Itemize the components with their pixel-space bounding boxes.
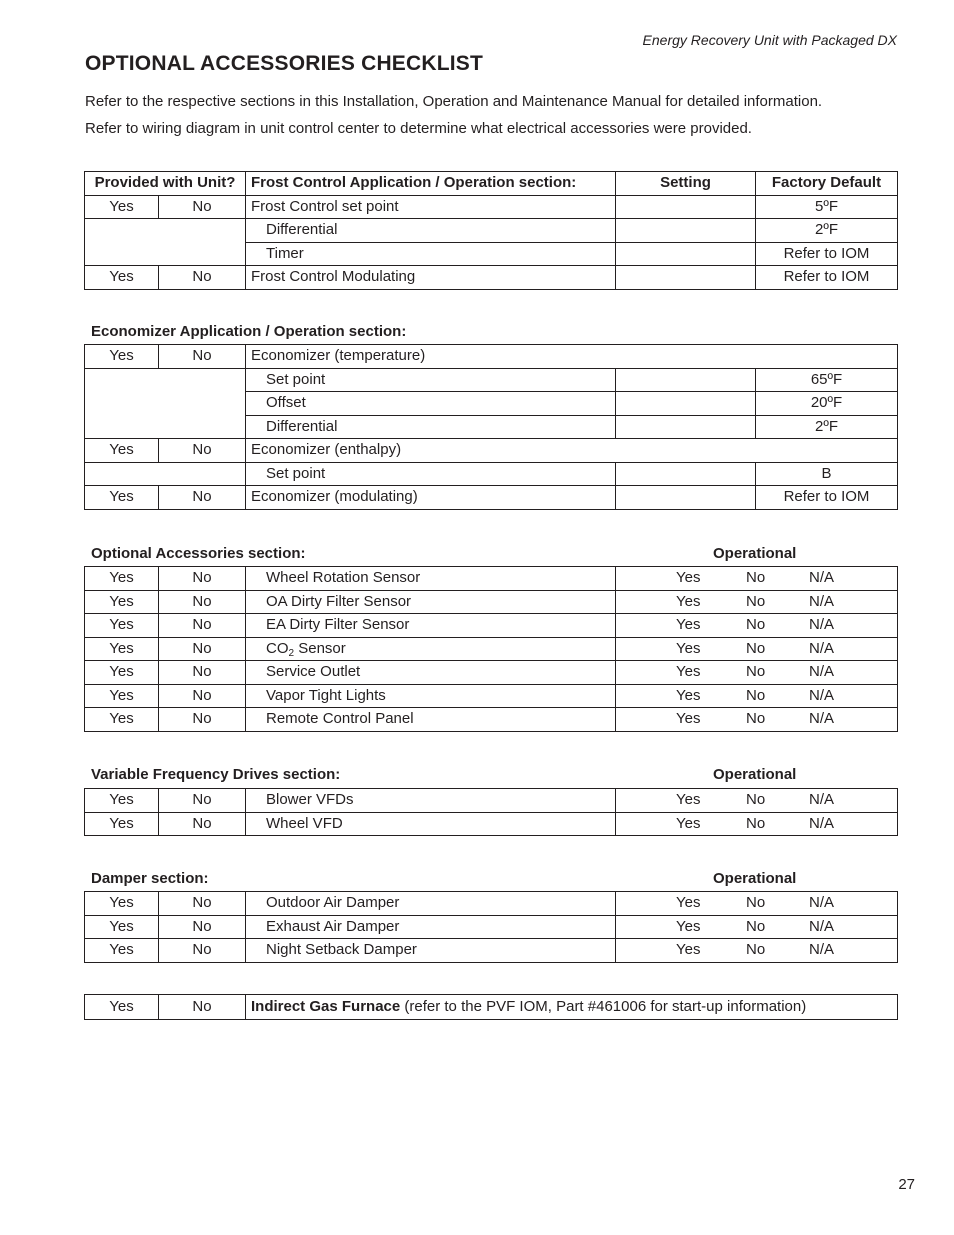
operational-na[interactable]: N/A	[809, 592, 835, 610]
yes-option[interactable]: Yes	[85, 892, 159, 916]
no-option[interactable]: No	[159, 812, 246, 836]
no-option[interactable]: No	[159, 684, 246, 708]
economizer-table	[84, 344, 898, 510]
table-row	[85, 567, 898, 591]
table-row	[85, 368, 898, 392]
yes-option[interactable]: Yes	[85, 345, 159, 369]
operational-yes[interactable]: Yes	[676, 791, 701, 808]
operational-options	[616, 915, 898, 939]
row-label: EA Dirty Filter Sensor	[246, 614, 616, 638]
yes-option[interactable]: Yes	[85, 708, 159, 732]
operational-no[interactable]: No	[746, 791, 766, 808]
row-label: Exhaust Air Damper	[246, 915, 616, 939]
intro-text-2: Refer to wiring diagram in unit control center to determine what electrical accessories were provided.	[85, 120, 752, 137]
yes-option[interactable]: Yes	[85, 684, 159, 708]
operational-na[interactable]: N/A	[809, 814, 835, 832]
operational-options	[616, 708, 898, 732]
table-row	[85, 684, 898, 708]
row-label: Economizer (enthalpy)	[246, 439, 898, 463]
no-option[interactable]: No	[159, 892, 246, 916]
factory-default: 2ºF	[756, 219, 898, 243]
operational-yes[interactable]: Yes	[676, 710, 701, 727]
page-number: 27	[898, 1176, 915, 1193]
operational-options	[616, 637, 898, 661]
furnace-title: Indirect Gas Furnace	[251, 998, 401, 1015]
operational-na[interactable]: N/A	[809, 569, 835, 586]
setting-field[interactable]	[616, 242, 756, 266]
table-row	[85, 614, 898, 638]
operational-no[interactable]: No	[746, 686, 766, 704]
no-option[interactable]: No	[159, 486, 246, 510]
co2-subscript: 2	[288, 647, 295, 659]
table-row	[85, 915, 898, 939]
vfd-section-title: Variable Frequency Drives section:	[91, 766, 341, 783]
table-row	[85, 345, 898, 369]
furnace-label	[246, 995, 898, 1020]
no-option[interactable]: No	[159, 567, 246, 591]
table-row	[85, 266, 898, 290]
operational-yes[interactable]: Yes	[676, 814, 701, 832]
row-label: Set point	[246, 368, 616, 392]
empty-cell	[85, 462, 246, 486]
row-label-co2-sensor	[246, 637, 616, 661]
operational-options	[616, 789, 898, 813]
operational-na[interactable]: N/A	[809, 663, 835, 680]
table-row	[85, 462, 898, 486]
setting-field[interactable]	[616, 195, 756, 219]
yes-option[interactable]: Yes	[85, 995, 159, 1020]
row-label: Remote Control Panel	[246, 708, 616, 732]
yes-option[interactable]: Yes	[85, 637, 159, 661]
operational-no[interactable]: No	[746, 941, 766, 958]
no-option[interactable]: No	[159, 345, 246, 369]
operational-options	[616, 567, 898, 591]
table-row	[85, 195, 898, 219]
yes-option[interactable]: Yes	[85, 486, 159, 510]
yes-option[interactable]: Yes	[85, 939, 159, 963]
factory-default: 2ºF	[756, 415, 898, 439]
row-label: Frost Control Modulating	[246, 266, 616, 290]
no-option[interactable]: No	[159, 439, 246, 463]
table-row	[85, 486, 898, 510]
operational-yes[interactable]: Yes	[676, 941, 701, 958]
operational-yes[interactable]: Yes	[676, 686, 701, 704]
factory-default: B	[756, 462, 898, 486]
row-label: OA Dirty Filter Sensor	[246, 590, 616, 614]
table-row	[85, 637, 898, 661]
yes-option[interactable]: Yes	[85, 266, 159, 290]
no-option[interactable]: No	[159, 915, 246, 939]
table-row	[85, 995, 898, 1020]
row-label: Frost Control set point	[246, 195, 616, 219]
operational-no[interactable]: No	[746, 894, 766, 911]
row-label: Blower VFDs	[246, 789, 616, 813]
table-row	[85, 661, 898, 685]
factory-default: 5ºF	[756, 195, 898, 219]
operational-no[interactable]: No	[746, 592, 766, 610]
operational-options	[616, 614, 898, 638]
operational-no[interactable]: No	[746, 814, 766, 832]
operational-yes[interactable]: Yes	[676, 639, 701, 657]
operational-no[interactable]: No	[746, 616, 766, 633]
factory-default: 65ºF	[756, 368, 898, 392]
yes-option[interactable]: Yes	[85, 661, 159, 685]
operational-yes[interactable]: Yes	[676, 663, 701, 680]
table-row	[85, 789, 898, 813]
header-frost-section: Frost Control Application / Operation section:	[246, 172, 616, 196]
document-header: Energy Recovery Unit with Packaged DX	[642, 32, 897, 48]
operational-no[interactable]: No	[746, 569, 766, 586]
operational-options	[616, 661, 898, 685]
header-setting: Setting	[616, 172, 756, 196]
factory-default: Refer to IOM	[756, 242, 898, 266]
no-option[interactable]: No	[159, 637, 246, 661]
operational-na[interactable]: N/A	[809, 686, 835, 704]
operational-na[interactable]: N/A	[809, 616, 835, 633]
setting-field[interactable]	[616, 486, 756, 510]
operational-na[interactable]: N/A	[809, 941, 835, 958]
setting-field[interactable]	[616, 368, 756, 392]
row-label: Offset	[246, 392, 616, 416]
operational-label: Operational	[713, 870, 797, 887]
table-row	[85, 439, 898, 463]
row-label: Differential	[246, 415, 616, 439]
operational-no[interactable]: No	[746, 917, 766, 935]
row-label: Vapor Tight Lights	[246, 684, 616, 708]
table-header-row	[85, 172, 898, 196]
table-row	[85, 708, 898, 732]
operational-yes[interactable]: Yes	[676, 616, 701, 633]
operational-yes[interactable]: Yes	[676, 592, 701, 610]
factory-default: Refer to IOM	[756, 486, 898, 510]
vfd-table	[84, 788, 898, 836]
yes-option[interactable]: Yes	[85, 812, 159, 836]
row-label: Timer	[246, 242, 616, 266]
operational-yes[interactable]: Yes	[676, 894, 701, 911]
page-title: OPTIONAL ACCESSORIES CHECKLIST	[85, 52, 484, 75]
furnace-table	[84, 994, 898, 1020]
optional-section-title: Optional Accessories section:	[91, 545, 306, 562]
table-row	[85, 892, 898, 916]
yes-option[interactable]: Yes	[85, 567, 159, 591]
table-row	[85, 939, 898, 963]
yes-option[interactable]: Yes	[85, 590, 159, 614]
operational-no[interactable]: No	[746, 639, 766, 657]
yes-option[interactable]: Yes	[85, 195, 159, 219]
operational-na[interactable]: N/A	[809, 917, 835, 935]
no-option[interactable]: No	[159, 266, 246, 290]
setting-field[interactable]	[616, 392, 756, 416]
damper-section-title: Damper section:	[91, 870, 209, 887]
economizer-section-title: Economizer Application / Operation section:	[91, 323, 407, 340]
setting-field[interactable]	[616, 462, 756, 486]
row-label: Service Outlet	[246, 661, 616, 685]
header-provided: Provided with Unit?	[85, 172, 246, 196]
no-option[interactable]: No	[159, 708, 246, 732]
row-label: Wheel VFD	[246, 812, 616, 836]
yes-option[interactable]: Yes	[85, 439, 159, 463]
yes-option[interactable]: Yes	[85, 614, 159, 638]
yes-option[interactable]: Yes	[85, 915, 159, 939]
factory-default: 20ºF	[756, 392, 898, 416]
empty-cell	[85, 368, 246, 439]
row-label: Economizer (modulating)	[246, 486, 616, 510]
operational-na[interactable]: N/A	[809, 710, 835, 727]
row-label: Outdoor Air Damper	[246, 892, 616, 916]
factory-default: Refer to IOM	[756, 266, 898, 290]
operational-label: Operational	[713, 545, 797, 562]
row-label: Differential	[246, 219, 616, 243]
frost-control-table	[84, 171, 898, 290]
intro-text-1: Refer to the respective sections in this Installation, Operation and Maintenance Manual for detailed information.	[85, 93, 823, 110]
furnace-note: (refer to the PVF IOM, Part #461006 for start-up information)	[400, 998, 807, 1015]
operational-yes[interactable]: Yes	[676, 569, 701, 586]
no-option[interactable]: No	[159, 789, 246, 813]
optional-accessories-table	[84, 566, 898, 732]
setting-field[interactable]	[616, 266, 756, 290]
operational-no[interactable]: No	[746, 663, 766, 680]
operational-options	[616, 892, 898, 916]
operational-na[interactable]: N/A	[809, 894, 835, 911]
table-row	[85, 812, 898, 836]
operational-na[interactable]: N/A	[809, 791, 835, 808]
damper-table	[84, 891, 898, 963]
no-option[interactable]: No	[159, 995, 246, 1020]
row-label: Wheel Rotation Sensor	[246, 567, 616, 591]
operational-label: Operational	[713, 766, 797, 783]
yes-option[interactable]: Yes	[85, 789, 159, 813]
no-option[interactable]: No	[159, 939, 246, 963]
header-factory-default: Factory Default	[756, 172, 898, 196]
table-row	[85, 590, 898, 614]
empty-cell	[85, 219, 246, 266]
operational-yes[interactable]: Yes	[676, 917, 701, 935]
no-option[interactable]: No	[159, 195, 246, 219]
row-label: Economizer (temperature)	[246, 345, 898, 369]
operational-options	[616, 812, 898, 836]
setting-field[interactable]	[616, 219, 756, 243]
row-label: Night Setback Damper	[246, 939, 616, 963]
operational-options	[616, 939, 898, 963]
table-row	[85, 219, 898, 243]
no-option[interactable]: No	[159, 614, 246, 638]
operational-options	[616, 590, 898, 614]
operational-no[interactable]: No	[746, 710, 766, 727]
no-option[interactable]: No	[159, 661, 246, 685]
operational-na[interactable]: N/A	[809, 639, 835, 657]
co2-text: CO	[266, 639, 289, 657]
row-label: Set point	[246, 462, 616, 486]
no-option[interactable]: No	[159, 590, 246, 614]
operational-options	[616, 684, 898, 708]
co2-suffix: Sensor	[294, 639, 346, 657]
setting-field[interactable]	[616, 415, 756, 439]
